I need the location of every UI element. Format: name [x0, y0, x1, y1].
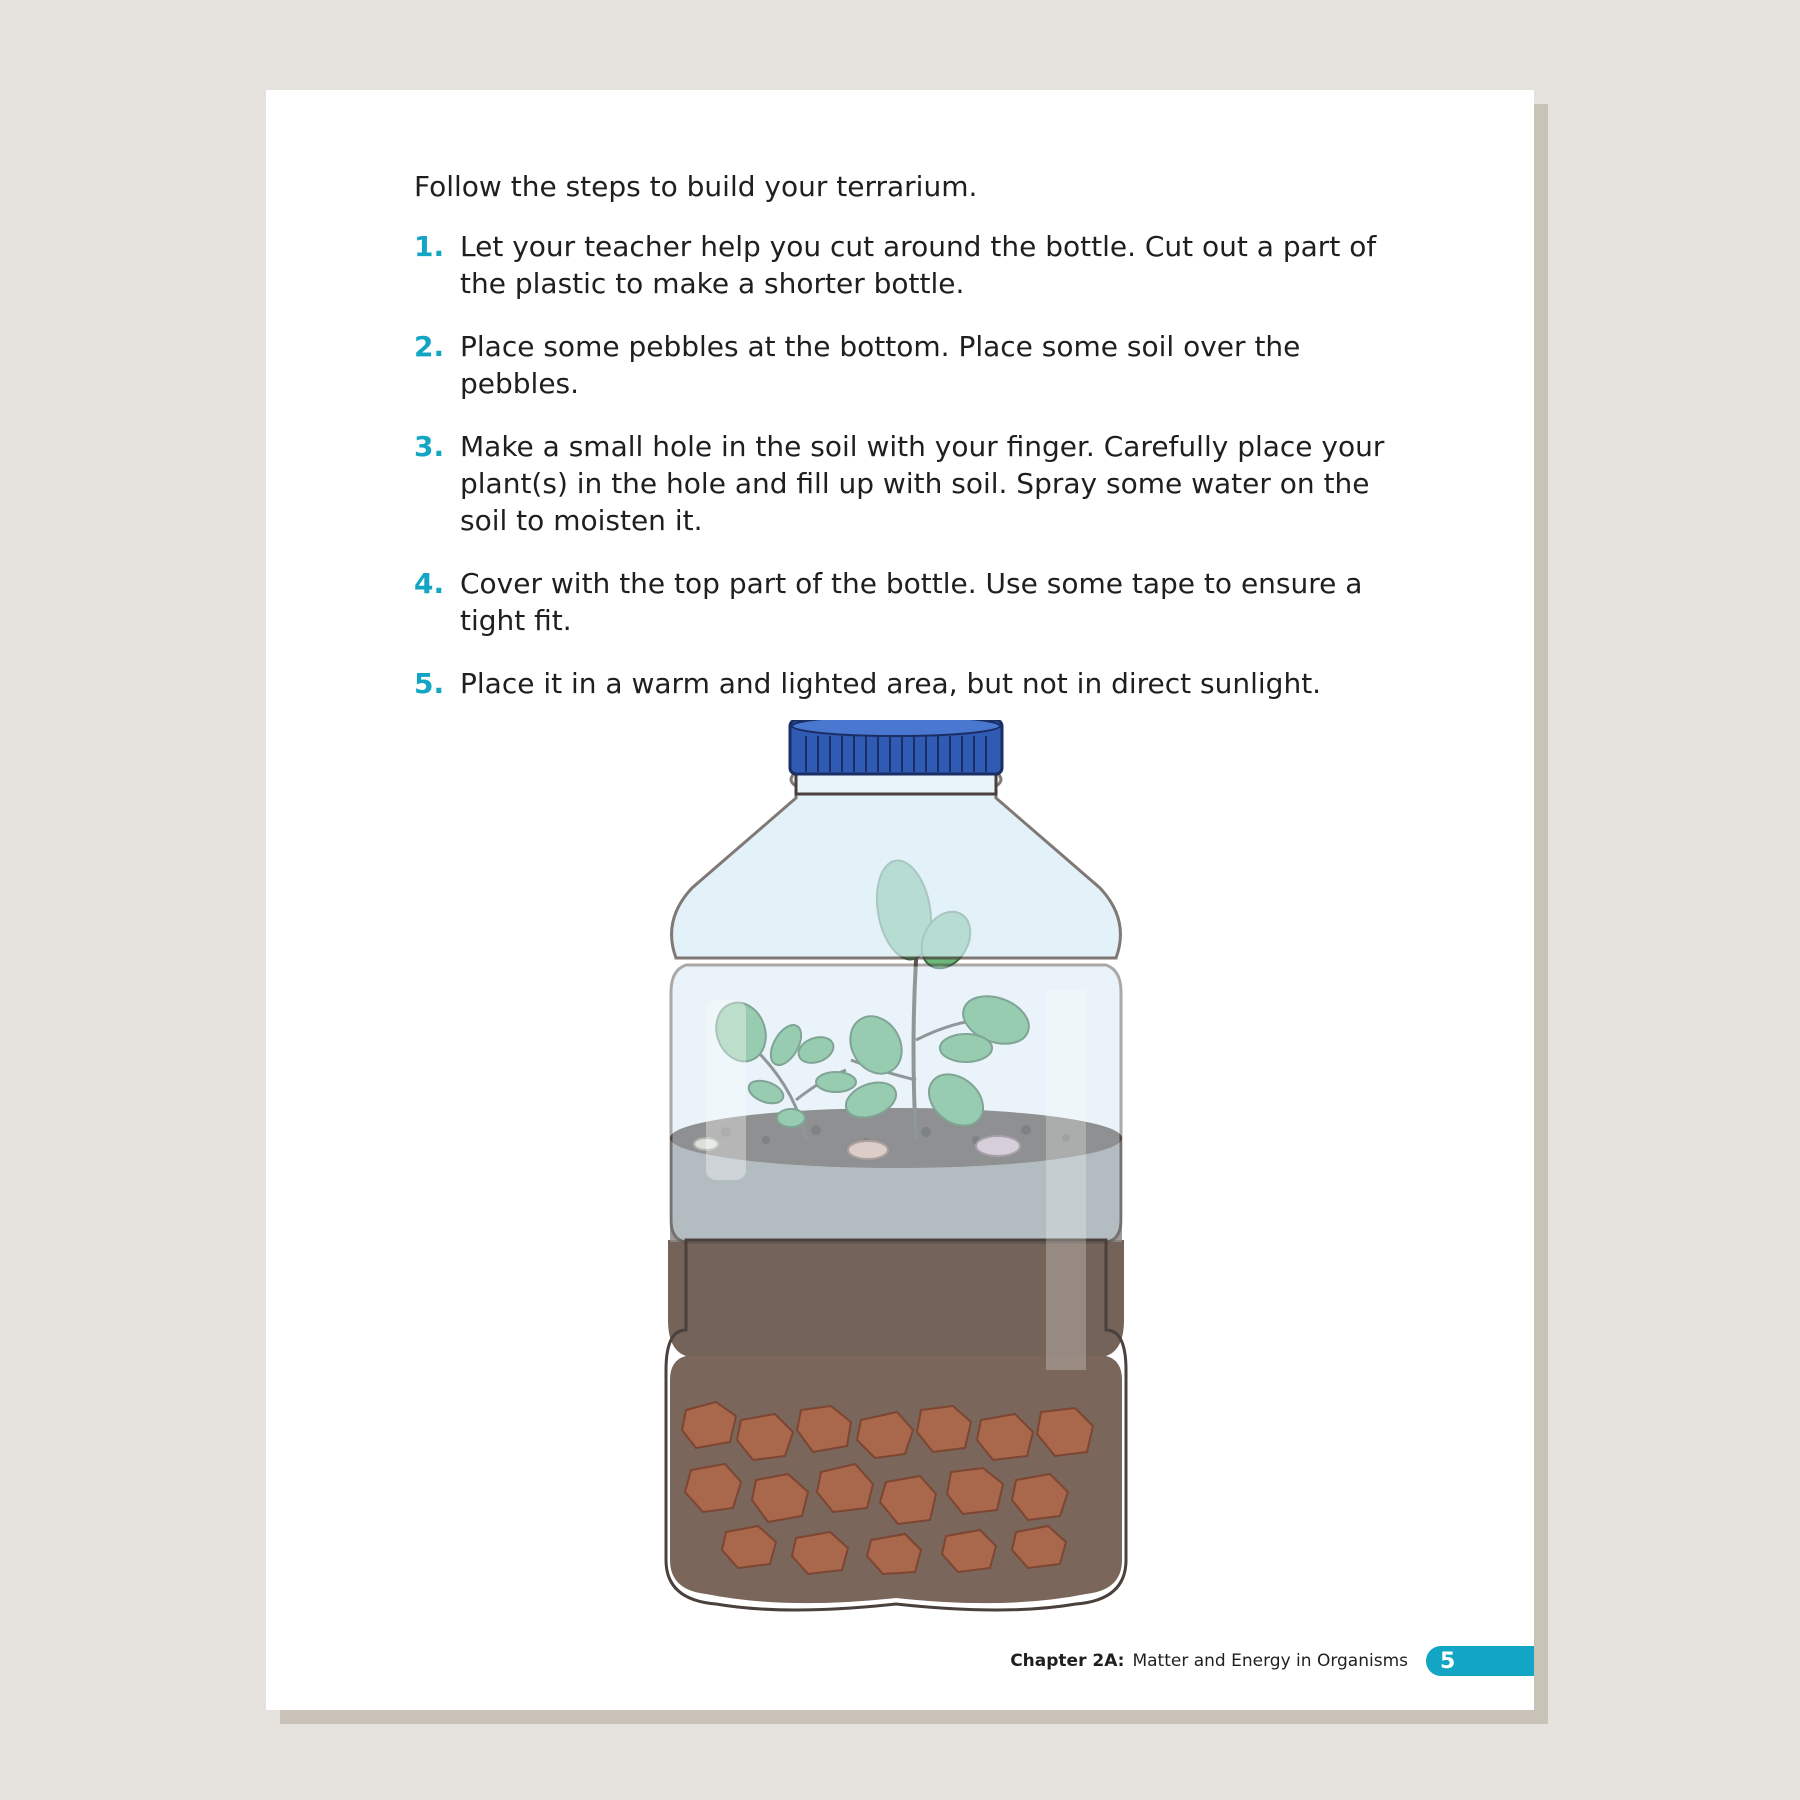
terrarium-bottle-illustration: [646, 720, 1146, 1630]
worksheet-page: [266, 90, 1534, 1710]
step-item: [414, 665, 1414, 702]
step-text: Let your teacher help you cut around the bottle. Cut out a part of the plastic to make a shorter bottle.: [460, 230, 1377, 300]
step-text: Place some pebbles at the bottom. Place some soil over the pebbles.: [460, 330, 1301, 400]
footer-chapter-title: Matter and Energy in Organisms: [1132, 1651, 1408, 1671]
step-text: Place it in a warm and lighted area, but not in direct sunlight.: [460, 667, 1322, 700]
intro-text: Follow the steps to build your terrarium.: [414, 170, 978, 203]
step-item: [414, 228, 1414, 302]
pebble-layer: [670, 1356, 1122, 1603]
step-number: 5.: [414, 667, 445, 700]
step-item: [414, 565, 1414, 639]
steps-list: [414, 228, 1414, 728]
step-number: 4.: [414, 567, 445, 600]
step-number: 1.: [414, 230, 445, 263]
bottle-cap: [790, 720, 1002, 774]
step-number: 2.: [414, 330, 445, 363]
step-number: 3.: [414, 430, 445, 463]
footer-chapter-label: Chapter 2A:: [1010, 1651, 1125, 1671]
step-item: [414, 328, 1414, 402]
page-number-badge: 5: [1426, 1646, 1534, 1676]
page-footer: [1010, 1646, 1534, 1676]
step-text: Cover with the top part of the bottle. Use some tape to ensure a tight fit.: [460, 567, 1363, 637]
step-item: [414, 428, 1414, 539]
step-text: Make a small hole in the soil with your finger. Carefully place your plant(s) in the hole and fill up with soil. Spray some water on the soil to moisten it.: [460, 430, 1385, 537]
